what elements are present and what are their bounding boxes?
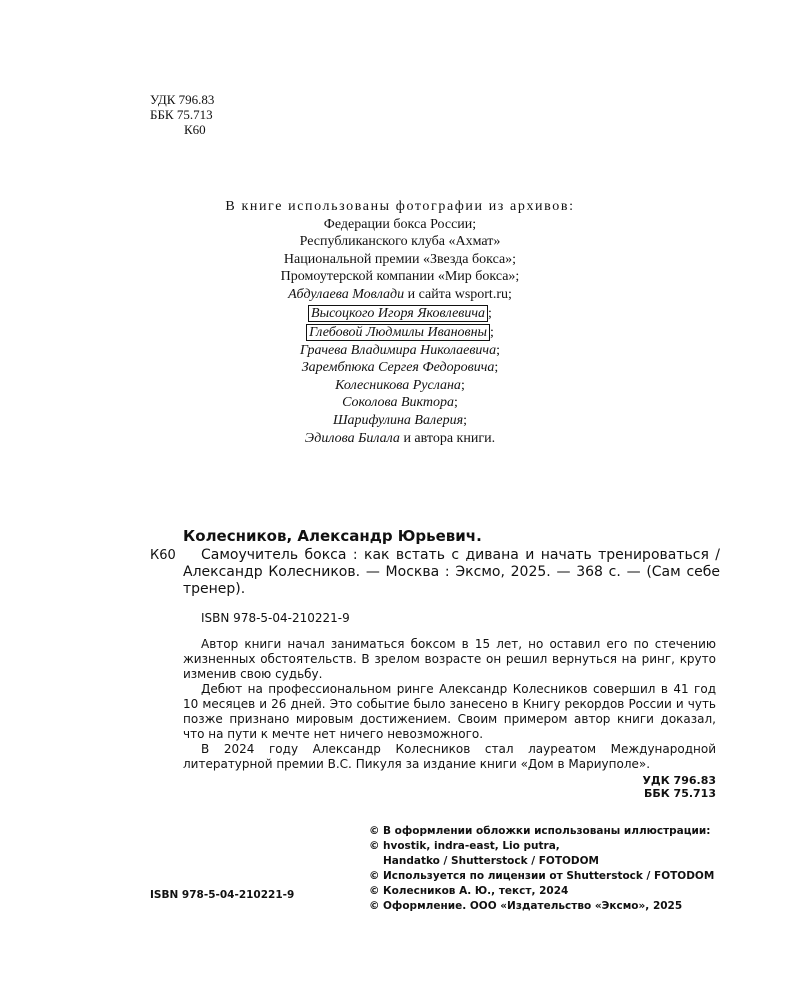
bbk-code: ББК 75.713 [150, 107, 213, 122]
author-mark: К60 [184, 122, 206, 137]
photo-archives-block [150, 198, 650, 447]
copyright-block [369, 824, 749, 914]
classification-codes-bottom [560, 774, 716, 800]
archive-line: Промоутерской компании «Мир бокса»; [280, 269, 520, 285]
annotation-paragraph: В 2024 году Александр Колесников стал лауреатом Международной литературной премии В.С. Пикуля за издание книги «Дом в Мариуполе». [183, 742, 716, 771]
archive-person: Зарембпюка Сергея Федоровича [301, 360, 495, 376]
archive-person: Соколова Виктора [342, 395, 454, 411]
classification-codes [150, 92, 214, 137]
archive-line: Шарифулина Валерия; [332, 412, 468, 428]
archive-person: Грачева Владимира Николаевича [299, 342, 497, 358]
bib-description: Самоучитель бокса : как встать с дивана и начать тренироваться / Александр Колесников. — Москва : Эксмо, 2025. — 368 с. — (Сам себе тренер). [183, 547, 720, 597]
copyright-icon: © [369, 840, 380, 852]
archives-heading: В книге использованы фотографии из архивов: [225, 199, 575, 214]
archive-line: Федерации бокса России; [323, 216, 477, 232]
copyright-icon: © [369, 900, 380, 912]
archive-line: Эдилова Билала и автора книги. [304, 430, 496, 446]
bib-record [150, 547, 720, 598]
copyright-icon: © [369, 885, 380, 897]
archive-person: Эдилова Билала [304, 430, 400, 446]
annotation [183, 637, 716, 772]
isbn-bottom: ISBN 978-5-04-210221-9 [150, 889, 295, 901]
copyright-line-continued: Handatko / Shutterstock / FOTODOM [383, 855, 599, 867]
archive-line: Колесникова Руслана; [335, 377, 465, 393]
archive-person-boxed: Глебовой Людмилы Ивановны [306, 324, 490, 341]
archive-line: Зарембпюка Сергея Федоровича; [301, 360, 499, 376]
copyright-line: © hvostik, indra-east, Lio putra, [369, 840, 560, 852]
isbn: ISBN 978-5-04-210221-9 [201, 611, 350, 625]
udk-code: УДК 796.83 [150, 92, 215, 107]
archive-line: Национальной премии «Звезда бокса»; [283, 251, 517, 267]
archive-line: Грачева Владимира Николаевича; [299, 342, 501, 358]
bib-code: К60 [150, 548, 176, 563]
copyright-line: © В оформлении обложки использованы иллюстрации: [369, 825, 711, 837]
archive-person: Шарифулина Валерия [332, 412, 464, 428]
annotation-paragraph: Дебют на профессиональном ринге Александр Колесников совершил в 41 год 10 месяцев и 26 дней. Это событие было занесено в Книгу рекордов России и чуть позже признано мировым достижением. Своим примером автор книги доказал, что на пути к мечте нет ничего невозможного. [183, 682, 716, 741]
archive-person: Колесникова Руслана [335, 377, 461, 393]
copyright-line: © Используется по лицензии от Shutterstock / FOTODOM [369, 870, 715, 882]
archive-line: Республиканского клуба «Ахмат» [299, 234, 501, 250]
archive-line: Соколова Виктора; [342, 395, 458, 411]
annotation-paragraph: Автор книги начал заниматься боксом в 15 лет, но оставил его по стечению жизненных обстоятельств. В зрелом возрасте он решил вернуться на ринг, круто изменив свою судьбу. [183, 637, 716, 681]
archive-person: Абдулаева Мовлади [288, 286, 405, 302]
archive-line: Высоцкого Игоря Яковлевича ; [150, 304, 650, 323]
archive-line: Глебовой Людмилы Ивановны ; [150, 323, 650, 342]
copyright-line: © Оформление. ООО «Издательство «Эксмо», 2025 [369, 900, 683, 912]
udk-code-bottom: УДК 796.83 [642, 774, 716, 787]
copyright-icon: © [369, 870, 380, 882]
archive-line: Абдулаева Мовлади и сайта wsport.ru; [288, 286, 512, 302]
archive-person-boxed: Высоцкого Игоря Яковлевича [308, 305, 488, 322]
bib-author: Колесников, Александр Юрьевич. [183, 527, 482, 545]
copyright-icon: © [369, 825, 380, 837]
copyright-line: © Колесников А. Ю., текст, 2024 [369, 885, 569, 897]
bbk-code-bottom: ББК 75.713 [643, 787, 716, 800]
